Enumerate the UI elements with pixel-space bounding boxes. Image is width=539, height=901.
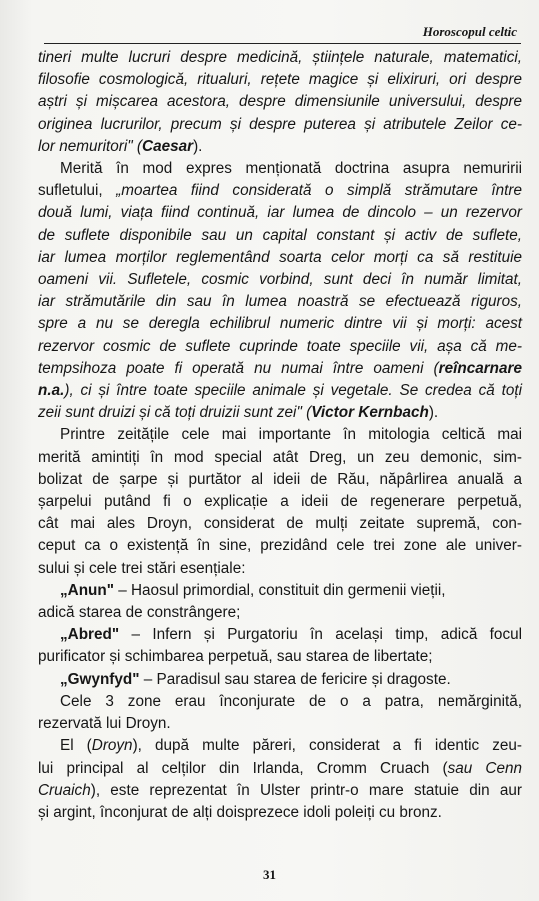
text-run: ), după multe păreri, considerat a fi identic zeu- [132,737,522,755]
text-run: iar lumea morților reglementând soarta celor morți ca să restituie [38,248,522,266]
text-run: ). [428,404,439,422]
text-run: originea lucrurilor, precum și despre puterea și atributele Zeilor ce- [38,115,522,133]
text-line [38,669,522,691]
text-line [38,380,522,402]
text-run: filosofie cosmologică, ritualuri, rețete magice și elixiruri, ori despre [38,71,522,89]
text-run: „Gwynfyd" [60,670,140,688]
text-line [38,691,522,713]
text-run: El ( [60,737,92,755]
text-run: Printre zeitățile cele mai importante în mitologia celtică mai [60,426,522,444]
text-run: tineri multe lucruri despre medicină, științele naturale, matematici, [38,49,522,66]
text-run: sului și cele trei stări esențiale: [38,559,246,577]
text-line [38,735,522,757]
text-run: reîncarnare [438,359,522,377]
text-run: „Anun" [60,581,114,599]
text-line [38,602,522,624]
text-run: de suflete disponibile sau un capital constant și activ de suflete, [38,226,522,244]
text-line [38,802,522,824]
text-line [38,424,522,446]
text-line [38,136,522,158]
text-run: purificator și schimbarea perpetuă, sau starea de libertate; [38,648,433,666]
text-line [38,114,522,136]
text-line [38,336,522,358]
text-run: oameni vii. Sufletele, cosmic vorbind, sunt deci în număr limitat, [38,271,522,289]
text-line [38,47,522,69]
text-run: șarpelui putând fi o explicație a ideii de regenerare perpetuă, [38,493,522,511]
text-run: – Infern și Purgatoriu în același timp, adică focul [119,626,522,644]
text-run: – Haosul primordial, constituit din germenii vieții, [113,581,446,599]
text-line [38,69,522,91]
text-run: „Abred" [60,626,120,644]
text-run: iar strămutările din sau în lumea noastră se efectuează riguros, [38,293,522,311]
text-line [38,358,522,380]
text-line [38,646,522,668]
running-header: Horoscopul celtic [422,24,517,39]
text-line [38,180,522,202]
text-line [38,202,522,224]
page-number: 31 [263,867,276,882]
text-line [38,624,522,646]
text-line [38,780,522,802]
text-run: bolizat de șarpe și purtător al ideii de Rău, năpârlirea anuală a [38,470,522,488]
text-line [38,225,522,247]
text-run: sufletului, [38,182,117,200]
text-run: zeii sunt druizi și că toți druizii sunt zei" ( [38,404,312,422]
text-run: n.a. [38,382,65,400]
text-run: Victor Kernbach [311,404,429,422]
text-run: Droyn [91,737,133,755]
text-run: merită amintiți în mod special atât Dreg, un zeu demonic, sim- [38,448,522,466]
text-run: – Paradisul sau starea de fericire și dragoste. [139,670,451,688]
text-run: două lumi, viața fiind continuă, iar lumea de dincolo – un rezervor [38,204,522,222]
text-line [38,713,522,735]
text-line [38,247,522,269]
text-run: lor nemuritori" ( [38,137,143,155]
text-run: Caesar [142,137,194,155]
text-line [38,313,522,335]
text-line [38,291,522,313]
text-line [38,758,522,780]
text-run: ). [193,137,203,155]
header-rule [44,43,521,44]
text-run: tempsihoza poate fi operată nu numai între oameni ( [38,359,439,377]
text-line [38,91,522,113]
text-line [38,269,522,291]
text-run: adică starea de constrângere; [38,604,241,622]
text-line [38,158,522,180]
body-text [38,47,522,824]
text-run: și argint, înconjurat de alți doisprezece idoli poleiți cu bronz. [38,803,442,821]
text-run: ceput ca o existență în sine, prezidând cele trei zone ale univer- [38,537,522,555]
text-run: cât mai ales Droyn, considerat de mulți zeitate supremă, con- [38,515,522,533]
text-run: Cele 3 zone erau înconjurate de o a patra, nemărginită, [60,692,522,710]
text-run: spre a nu se deregla echilibrul numeric dintre vii și morți: acest [38,315,522,333]
text-line [38,580,522,602]
text-run: rezervată lui Droyn. [38,715,171,733]
text-line [38,402,522,424]
text-run: ), este reprezentat în Ulster printr-o mare statuie din aur [90,781,522,799]
text-run: lui principal al celților din Irlanda, Cromm Cruach ( [38,759,448,777]
text-run: Merită în mod expres menționată doctrina asupra nemuririi [60,160,522,178]
text-line [38,513,522,535]
text-line [38,535,522,557]
text-run: rezervor cosmic de suflete cuprinde toate speciile vii, așa că me- [38,337,522,355]
text-run: ), ci și între toate speciile animale și vegetale. Se credea că toți [64,382,522,400]
text-line [38,558,522,580]
text-line [38,447,522,469]
text-line [38,491,522,513]
text-run: Cruaich [38,781,91,799]
text-run: sau Cenn [447,759,522,777]
text-run: „moartea fiind considerată o simplă strămutare între [116,182,522,200]
text-run: aștri și mișcarea acestora, despre dimensiunile universului, despre [38,93,522,111]
text-line [38,469,522,491]
